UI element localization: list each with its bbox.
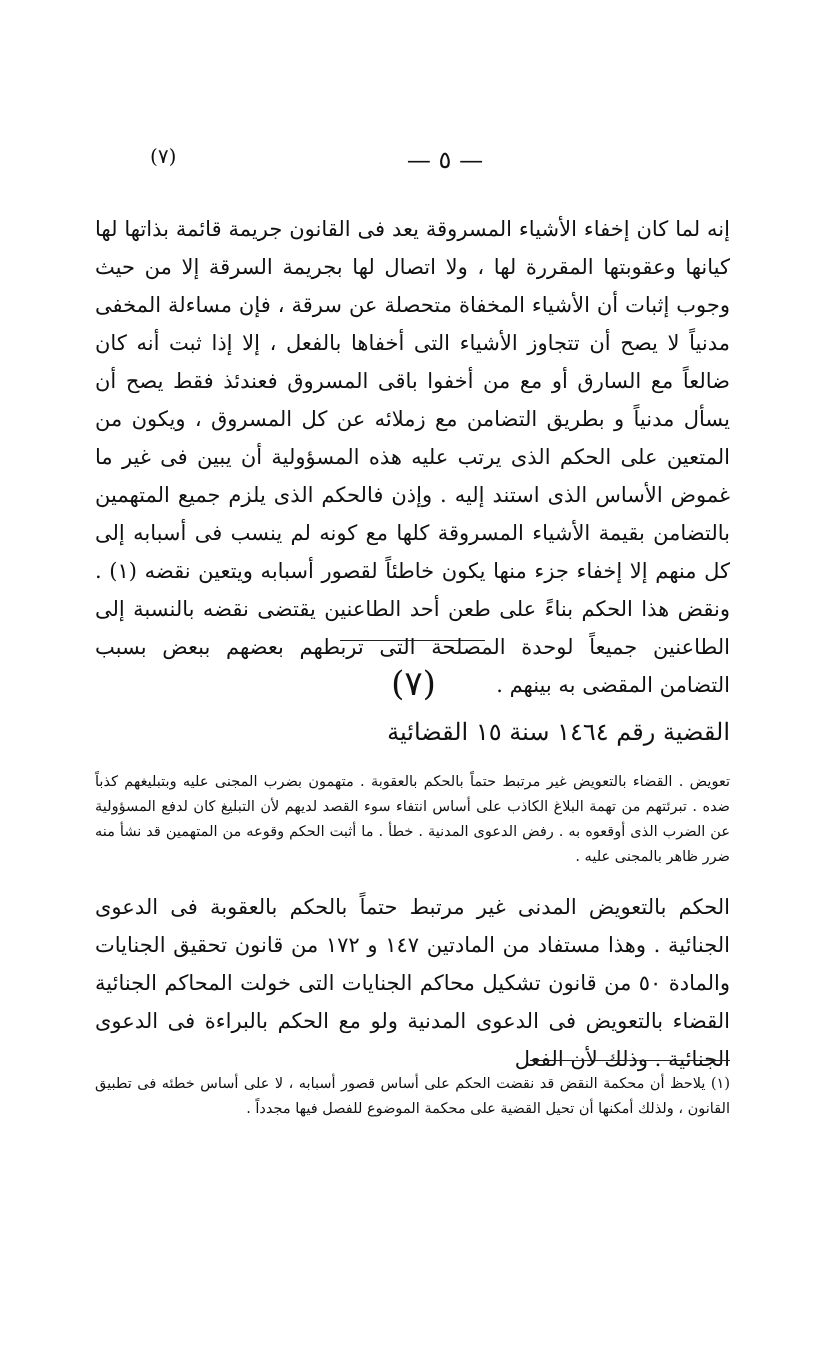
body-paragraph-2: [95, 888, 730, 1078]
paragraph-text: الحكم بالتعويض المدنى غير مرتبط حتماً بالحكم بالعقوبة فى الدعوى الجنائية . وهذا مستفاد من المادتين ١٤٧ و ١٧٢ من قانون تحقيق الجنايات والمادة ٥٠ من قانون تشكيل محاكم الجنايات التى خولت المحاكم الجنائية القضاء بالتعويض فى الدعوى المدنية ولو مع الحكم بالبراءة فى الدعوى الجنائية . وذلك لأن الفعل: [95, 895, 730, 1071]
header-section-ref: (٧): [150, 144, 177, 168]
page-number: — ٥ —: [406, 146, 484, 174]
footnote: [95, 1072, 730, 1122]
body-paragraph-1: [95, 210, 730, 704]
footnote-text: (١) يلاحظ أن محكمة النقض قد نقضت الحكم على أساس قصور أسبابه ، لا على أساس خطئه فى تطبيق القانون ، ولذلك أمكنها أن تحيل القضية على محكمة الموضوع للفصل فيها مجدداً .: [95, 1076, 730, 1117]
footnote-divider: [530, 1060, 730, 1061]
section-divider: [340, 640, 485, 641]
case-title: القضية رقم ١٤٦٤ سنة ١٥ القضائية: [387, 718, 730, 746]
page-header: [150, 140, 730, 176]
section-number: (٧): [391, 664, 436, 704]
summary-text: تعويض . القضاء بالتعويض غير مرتبط حتماً بالحكم بالعقوبة . متهمون بضرب المجنى عليه وبتبليغهم كذباً ضده . تبرئتهم من تهمة البلاغ الكاذب على أساس انتفاء سوء القصد لديهم لأن التبليغ كان لدفع المسؤولية عن الضرب الذى أوقعوه به . رفض الدعوى المدنية . خطأ . ما أثبت الحكم وقوعه من المتهمين قد نشأ منه ضرر ظاهر بالمجنى عليه .: [95, 774, 730, 865]
case-summary: [95, 770, 730, 870]
paragraph-text: إنه لما كان إخفاء الأشياء المسروقة يعد فى القانون جريمة قائمة بذاتها لها كيانها وعقوبتها المقررة لها ، ولا اتصال لها بجريمة السرقة إلا من حيث وجوب إثبات أن الأشياء المخفاة متحصلة عن سرقة ، فإن مساءلة المخفى مدنياً لا يصح أن تتجاوز الأشياء التى أخفاها بالفعل ، إلا إذا ثبت أنه كان ضالعاً مع السارق أو مع من أخفوا باقى المسروق فعندئذ فقط يصح أن يسأل مدنياً و بطريق التضامن مع زملائه عن كل المسروق ، ويكون من المتعين على الحكم الذى يرتب عليه هذه المسؤولية أن يبين فى غير ما غموض الأساس الذى استند إليه . وإذن فالحكم الذى يلزم جميع المتهمين بالتضامن بقيمة الأشياء المسروقة كلها مع كونه لم ينسب فى أسبابه إلى كل منهم إلا إخفاء جزء منها يكون خاطئاً لقصور أسبابه ويتعين نقضه (١) . ونقض هذا الحكم بناءً على طعن أحد الطاعنين يقتضى نقضه بالنسبة إلى الطاعنين جميعاً لوحدة المصلحة التى تربطهم بعضهم ببعض بسبب التضامن المقضى به بينهم .: [95, 217, 730, 697]
